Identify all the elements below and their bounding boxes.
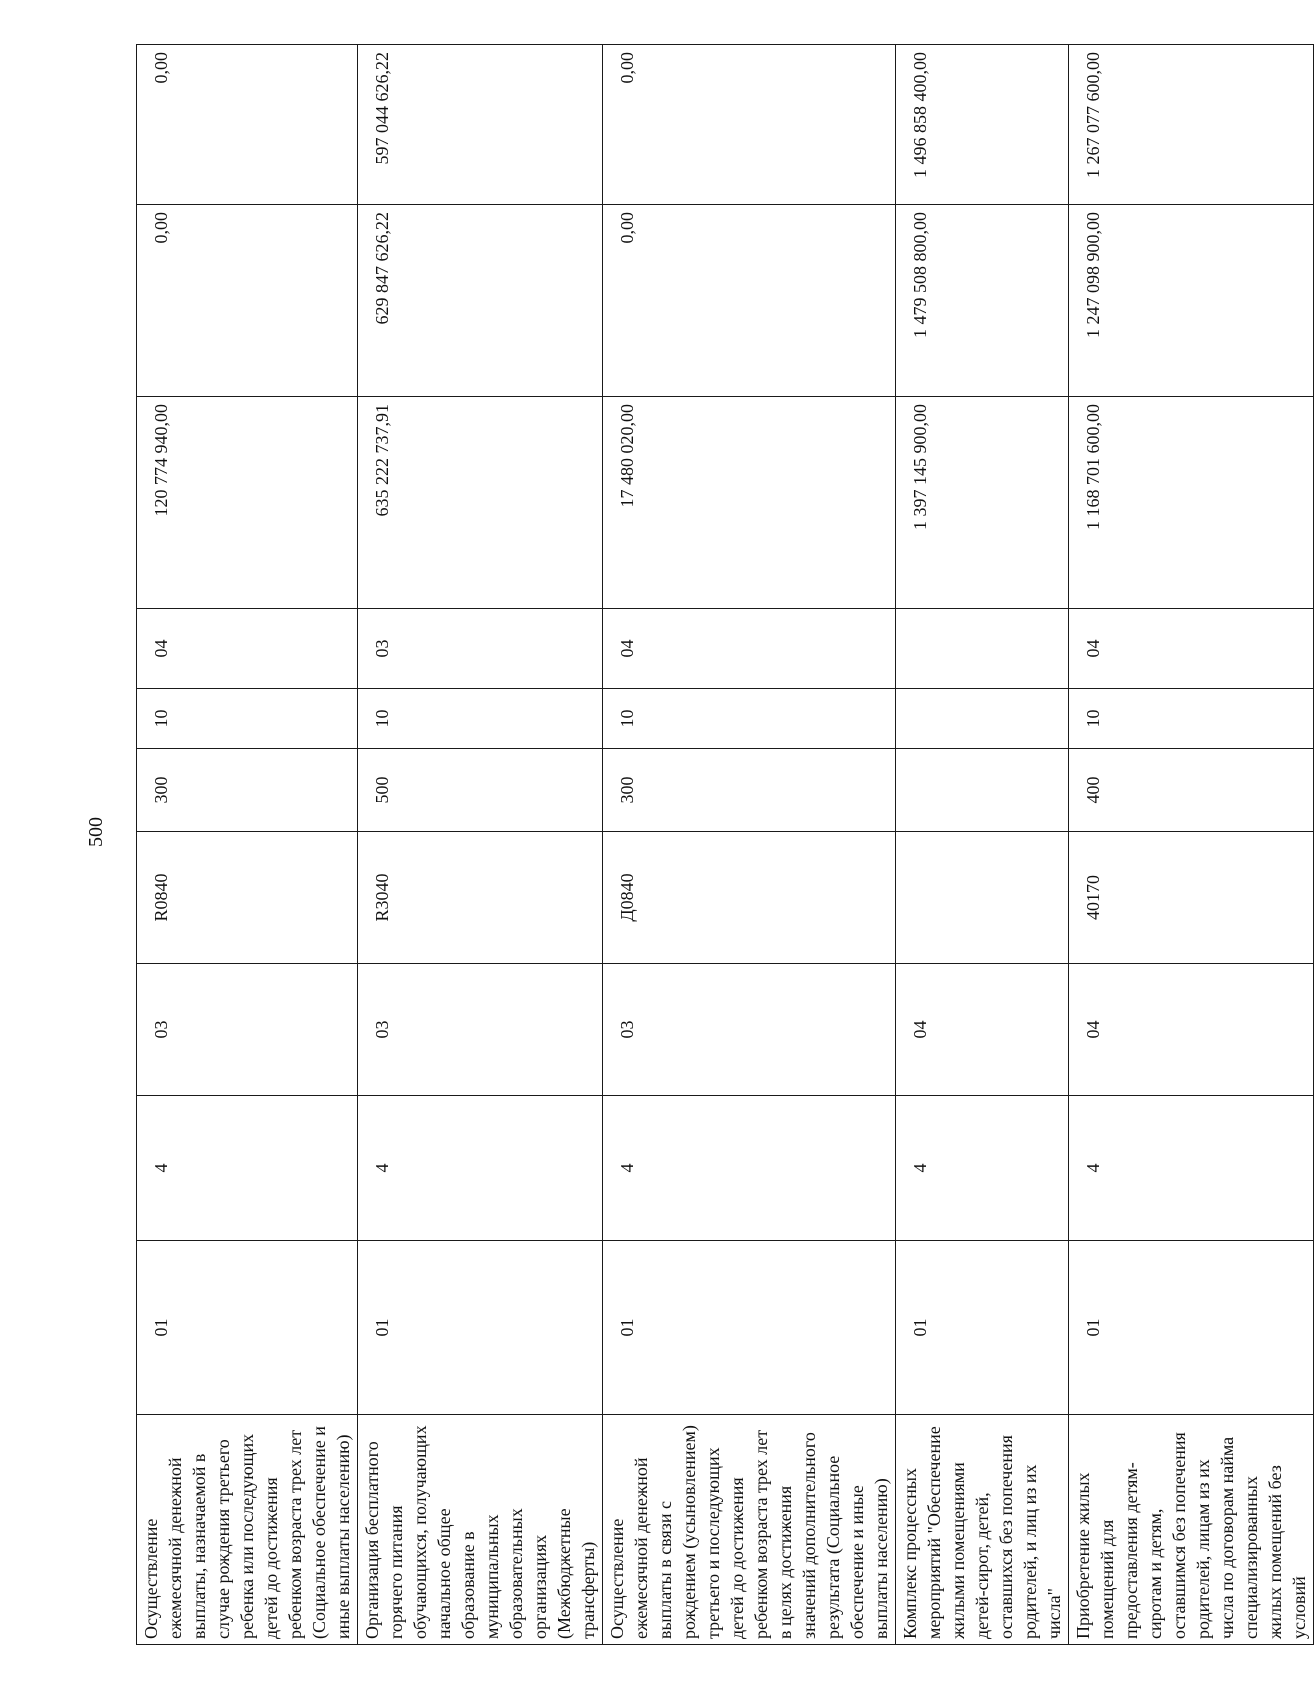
program-code: 01 <box>137 1241 358 1415</box>
subsection-code: 04 <box>603 609 896 689</box>
expense-type-code: 300 <box>137 749 358 832</box>
row-name: Организация бесплатного горячего питания обучающихся, получающих начальное общее образование в муниципальных образовательных организациях (Межбюджетные трансферты) <box>358 1415 603 1645</box>
subprogram-code: 04 <box>896 964 1069 1096</box>
table-row <box>603 45 896 1645</box>
section-code: 10 <box>137 689 358 749</box>
amount-1: 1 397 145 900,00 <box>896 397 1069 609</box>
subprogram-code: 03 <box>137 964 358 1096</box>
expense-type-code: 500 <box>358 749 603 832</box>
expense-type-code: 300 <box>603 749 896 832</box>
program-code: 01 <box>1069 1241 1314 1415</box>
table-row <box>358 45 603 1645</box>
page-number: 500 <box>85 817 107 847</box>
row-name: Приобретение жилых помещений для предоставления детям-сиротам и детям, оставшимся без попечения родителей, лицам из их числа по договорам найма специализированных жилых помещений без условий <box>1069 1415 1314 1645</box>
row-name: Осуществление ежемесячной денежной выплаты в связи с рождением (усыновлением) третьего и последующих детей до достижения ребенком возраста трех лет в целях достижения значений дополнительного результата (Социальное обеспечение и иные выплаты населению) <box>603 1415 896 1645</box>
amount-3: 0,00 <box>603 45 896 205</box>
amount-3: 1 267 077 600,00 <box>1069 45 1314 205</box>
direction-code: Д0840 <box>603 832 896 964</box>
table-row <box>1069 45 1314 1645</box>
direction-code: 40170 <box>1069 832 1314 964</box>
program-code: 01 <box>358 1241 603 1415</box>
amount-2: 1 247 098 900,00 <box>1069 205 1314 397</box>
direction-code: R0840 <box>137 832 358 964</box>
expense-type-code: 400 <box>1069 749 1314 832</box>
subsection-code: 03 <box>358 609 603 689</box>
section-code <box>896 689 1069 749</box>
amount-1: 635 222 737,91 <box>358 397 603 609</box>
section-code: 10 <box>358 689 603 749</box>
amount-2: 1 479 508 800,00 <box>896 205 1069 397</box>
amount-3: 0,00 <box>137 45 358 205</box>
type-code: 4 <box>1069 1096 1314 1241</box>
amount-2: 629 847 626,22 <box>358 205 603 397</box>
direction-code <box>896 832 1069 964</box>
amount-1: 17 480 020,00 <box>603 397 896 609</box>
program-code: 01 <box>896 1241 1069 1415</box>
row-name: Комплекс процессных мероприятий "Обеспечение жилыми помещениями детей-сирот, детей, оставшихся без попечения родителей, и лиц из их числа" <box>896 1415 1069 1645</box>
type-code: 4 <box>603 1096 896 1241</box>
amount-3: 597 044 626,22 <box>358 45 603 205</box>
row-name: Осуществление ежемесячной денежной выплаты, назначаемой в случае рождения третьего ребенка или последующих детей до достижения ребенком возраста трех лет (Социальное обеспечение и иные выплаты населению) <box>137 1415 358 1645</box>
subsection-code: 04 <box>1069 609 1314 689</box>
section-code: 10 <box>1069 689 1314 749</box>
amount-2: 0,00 <box>137 205 358 397</box>
type-code: 4 <box>137 1096 358 1241</box>
amount-3: 1 496 858 400,00 <box>896 45 1069 205</box>
program-code: 01 <box>603 1241 896 1415</box>
section-code: 10 <box>603 689 896 749</box>
subprogram-code: 03 <box>358 964 603 1096</box>
subsection-code <box>896 609 1069 689</box>
amount-2: 0,00 <box>603 205 896 397</box>
budget-table <box>136 44 1314 1645</box>
amount-1: 1 168 701 600,00 <box>1069 397 1314 609</box>
subsection-code: 04 <box>137 609 358 689</box>
direction-code: R3040 <box>358 832 603 964</box>
table-row <box>896 45 1069 1645</box>
table-row <box>137 45 358 1645</box>
expense-type-code <box>896 749 1069 832</box>
type-code: 4 <box>896 1096 1069 1241</box>
rotated-table-container <box>136 45 1309 1645</box>
type-code: 4 <box>358 1096 603 1241</box>
subprogram-code: 04 <box>1069 964 1314 1096</box>
amount-1: 120 774 940,00 <box>137 397 358 609</box>
subprogram-code: 03 <box>603 964 896 1096</box>
